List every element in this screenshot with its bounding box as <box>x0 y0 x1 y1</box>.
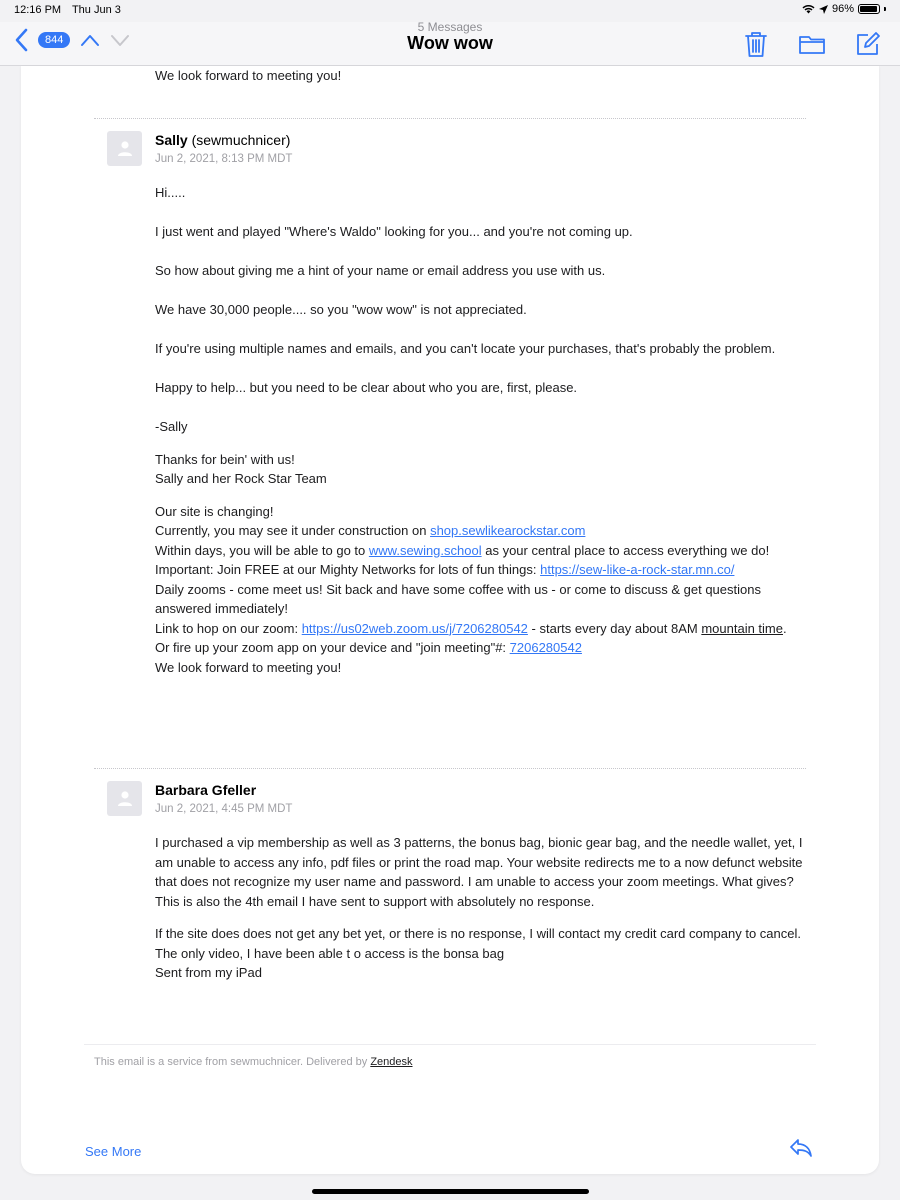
battery-icon <box>858 4 880 14</box>
site-notice-line <box>155 560 810 580</box>
sender-name <box>155 132 290 148</box>
unread-count-badge[interactable]: 844 <box>38 32 70 48</box>
message-divider <box>94 768 806 769</box>
body-paragraph: I just went and played "Where's Waldo" looking for you... and you're not coming up. <box>155 224 633 239</box>
folder-icon <box>798 33 826 55</box>
footer-divider <box>84 1044 816 1045</box>
status-time: 12:16 PM <box>14 4 62 16</box>
avatar <box>107 131 142 166</box>
signature: -Sally <box>155 419 188 434</box>
location-icon <box>819 5 828 14</box>
message-count: 5 Messages <box>417 20 483 34</box>
message-date: Jun 2, 2021, 4:45 PM MDT <box>155 803 293 815</box>
mountain-time-link[interactable]: mountain time <box>701 620 783 636</box>
thread-title: Wow wow <box>407 33 493 53</box>
sender-handle: (sewmuchnicer) <box>191 132 291 148</box>
text: Important: Join FREE at our Mighty Networks for lots of fun things: <box>155 562 541 577</box>
see-more-button[interactable]: See More <box>85 1144 142 1159</box>
sender-first-name: Sally <box>155 132 188 148</box>
previous-message-fragment: We look forward to meeting you! <box>155 68 342 83</box>
body-paragraph: So how about giving me a hint of your name or email address you use with us. <box>155 263 606 278</box>
battery-tip <box>884 7 886 11</box>
body-paragraph: We have 30,000 people.... so you "wow wow" is not appreciated. <box>155 302 527 317</box>
move-folder-button[interactable] <box>798 30 826 58</box>
footer-text: This email is a service from sewmuchnicer. Delivered by <box>94 1056 371 1068</box>
message-card <box>21 66 879 1174</box>
thanks-line: Sally and her Rock Star Team <box>155 471 327 486</box>
text: Currently, you may see it under construction on <box>155 523 431 538</box>
message-body <box>155 833 810 983</box>
site-notice-line <box>155 521 810 541</box>
zoom-link[interactable]: https://us02web.zoom.us/j/7206280542 <box>301 620 528 636</box>
wifi-icon <box>802 4 815 14</box>
sewing-school-link[interactable]: www.sewing.school <box>368 542 482 558</box>
meeting-id-link[interactable]: 7206280542 <box>509 640 582 655</box>
footer-note <box>94 1056 413 1068</box>
shop-link[interactable]: shop.sewlikearockstar.com <box>430 523 586 538</box>
mighty-networks-link[interactable]: https://sew-like-a-rock-star.mn.co/ <box>540 562 735 577</box>
trash-icon <box>744 31 768 58</box>
site-notice-line <box>155 638 810 658</box>
message-body <box>155 183 810 677</box>
text: Within days, you will be able to go to <box>155 542 369 558</box>
body-paragraph: Sent from my iPad <box>155 965 262 980</box>
status-date: Thu Jun 3 <box>71 4 121 16</box>
text: Or fire up your zoom app on your device and "join meeting"#: <box>155 640 510 655</box>
person-icon <box>117 790 133 807</box>
sender-full-name: Barbara Gfeller <box>155 782 257 798</box>
nav-bar <box>0 22 900 66</box>
trash-button[interactable] <box>742 30 770 58</box>
thanks-line: Thanks for bein' with us! <box>155 451 295 467</box>
body-paragraph: Hi..... <box>155 185 186 200</box>
text: Link to hop on our zoom: <box>155 620 302 636</box>
site-notice-line <box>155 541 810 561</box>
compose-icon <box>855 31 881 57</box>
text: . <box>782 620 787 636</box>
site-notice: Our site is changing! <box>155 503 274 519</box>
site-notice-line: We look forward to meeting you! <box>155 659 342 675</box>
body-paragraph: I purchased a vip membership as well as 3 patterns, the bonus bag, bionic gear bag, and the needle wallet, yet, I am unable to access any info, pdf files or print the road map. Your website redirects me to a now defunct website that does not recognize my user name and password. I am unable to access your zoom meetings. What gives? This is also the 4th email I have sent to support with absolutely no response. <box>155 835 803 909</box>
body-paragraph: If you're using multiple names and emails, and you can't locate your purchases, that's probably the problem. <box>155 341 776 356</box>
status-bar <box>0 0 900 22</box>
message-divider <box>94 118 806 119</box>
battery-percent: 96% <box>831 3 854 15</box>
site-notice-line <box>155 619 810 639</box>
home-indicator[interactable] <box>312 1189 589 1194</box>
body-paragraph: Happy to help... but you need to be clear about who you are, first, please. <box>155 380 578 395</box>
avatar <box>107 781 142 816</box>
text: as your central place to access everything we do! <box>481 542 770 558</box>
site-notice-line: Daily zooms - come meet us! Sit back and have some coffee with us - or come to discuss & get questions answered immediately! <box>155 581 761 616</box>
compose-button[interactable] <box>854 30 882 58</box>
zendesk-link[interactable]: Zendesk <box>370 1056 413 1068</box>
reply-icon <box>789 1138 813 1158</box>
body-paragraph: If the site does does not get any bet yet, or there is no response, I will contact my credit card company to cancel. The only video, I have been able t o access is the bonsa bag <box>155 926 802 961</box>
sender-name <box>155 782 256 798</box>
reply-button[interactable] <box>789 1138 813 1163</box>
message-date: Jun 2, 2021, 8:13 PM MDT <box>155 153 293 165</box>
text: - starts every day about 8AM <box>527 620 702 636</box>
person-icon <box>117 140 133 157</box>
